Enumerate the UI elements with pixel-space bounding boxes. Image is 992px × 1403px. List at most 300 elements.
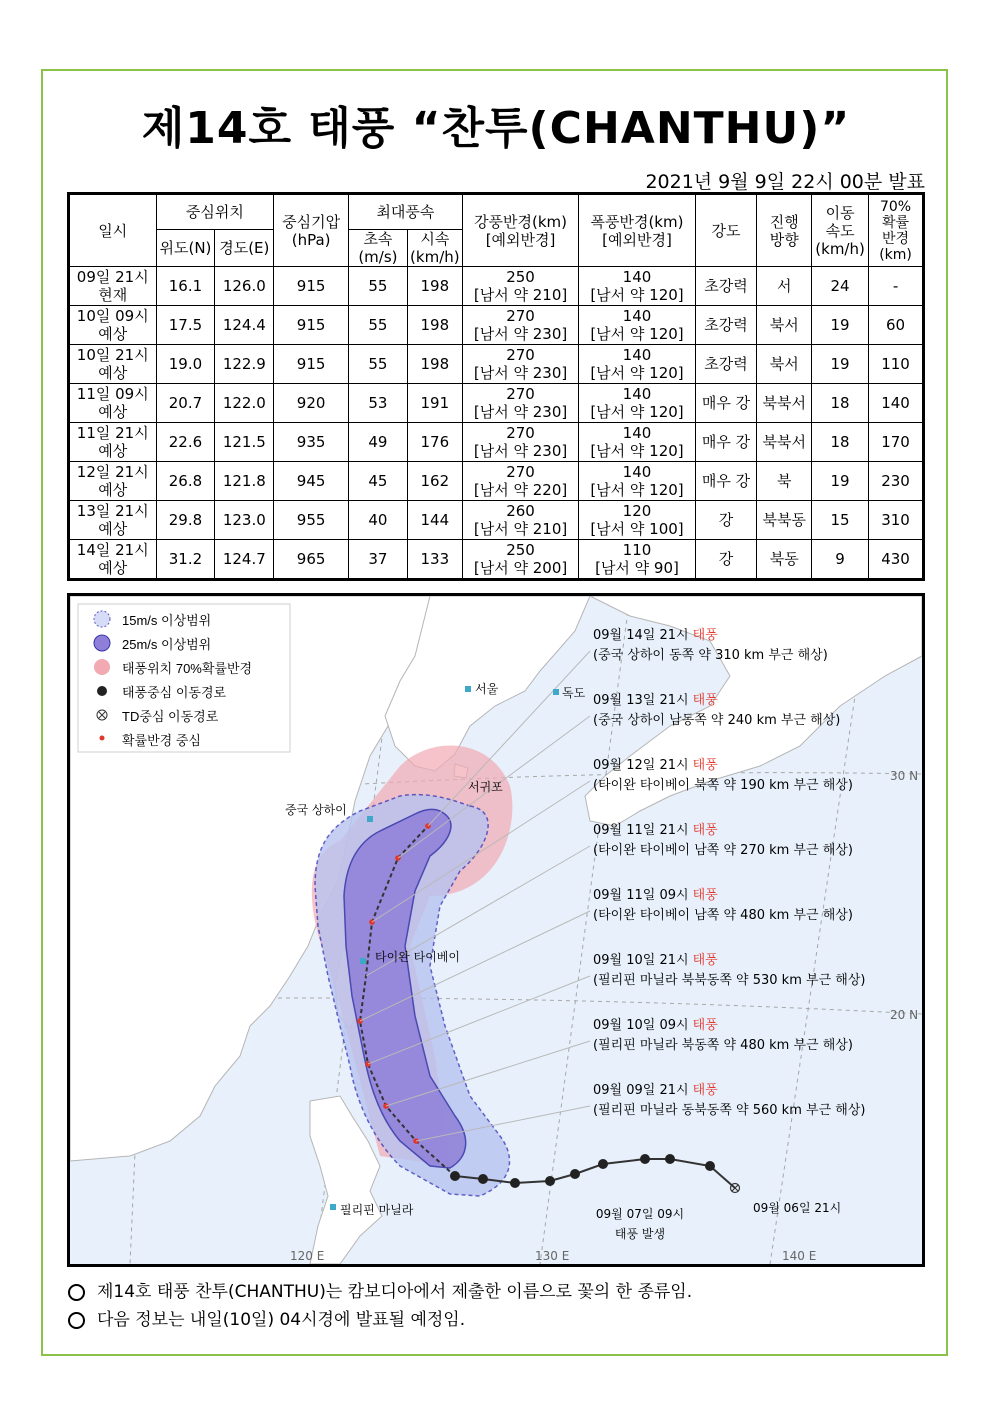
time-cell: [69, 462, 157, 501]
lon-cell: [215, 501, 274, 540]
time-cell: [69, 384, 157, 423]
gale-cell-sub: [남서 약 230]: [473, 364, 568, 382]
storm-cell-sub: [남서 약 120]: [590, 403, 684, 421]
callout-desc: (타이완 타이베이 북쪽 약 190 km 부근 해상): [593, 778, 853, 793]
lon-cell: [215, 306, 274, 345]
prob-cell: [869, 462, 924, 501]
callout-title: [593, 886, 853, 906]
pressure-cell-value: 935: [296, 433, 326, 451]
direction-cell-value: 북북서: [762, 394, 806, 412]
table-row: [69, 462, 924, 501]
circle-bullet-icon: [68, 1312, 85, 1329]
lon-cell-value: 124.7: [222, 550, 266, 568]
time-cell-value: 11일 09시: [76, 385, 149, 403]
prob-cell: [869, 345, 924, 384]
speed-cell-value: 19: [830, 355, 850, 373]
td-start-time: 09월 06일 21시: [753, 1201, 842, 1215]
callout-title: [593, 1016, 853, 1036]
gale-cell-value: 270: [506, 307, 535, 325]
lat-cell: [156, 501, 215, 540]
kmh-cell-value: 191: [420, 394, 450, 412]
direction-cell: [757, 306, 812, 345]
lon-cell-value: 122.9: [222, 355, 266, 373]
callout-typhoon-word: 태풍: [692, 1018, 718, 1033]
callout-desc: (타이완 타이베이 남쪽 약 480 km 부근 해상): [593, 908, 853, 923]
speed-cell-value: 18: [830, 394, 850, 412]
gale-cell-value: 270: [506, 463, 535, 481]
lat-cell: [156, 345, 215, 384]
storm-cell-sub: [남서 약 120]: [590, 325, 684, 343]
lon-cell-value: 124.4: [222, 316, 266, 334]
pressure-cell: [274, 345, 349, 384]
time-cell-sub: 예상: [98, 559, 128, 577]
direction-cell-value: 북동: [769, 550, 799, 568]
kmh-cell-value: 198: [420, 277, 450, 295]
time-cell-sub: 예상: [98, 520, 128, 538]
forecast-rows: [69, 267, 924, 580]
lon-cell: [215, 540, 274, 580]
table-row: [69, 345, 924, 384]
callout-desc: (타이완 타이베이 남쪽 약 270 km 부근 해상): [593, 843, 853, 858]
legend-label: 15m/s 이상범위: [122, 613, 212, 628]
storm-cell-value: 140: [622, 424, 652, 442]
speed-cell-value: 19: [830, 472, 850, 490]
typhoon-symbol-icon: [478, 1174, 488, 1184]
kmh-cell: [407, 501, 462, 540]
ms-cell: [349, 345, 408, 384]
storm-cell-value: 140: [622, 307, 652, 325]
callout-desc: (필리핀 마닐라 동북동쪽 약 560 km 부근 해상): [593, 1103, 866, 1118]
place-seogwipo: 서귀포: [468, 780, 503, 794]
speed-cell-value: 9: [835, 550, 845, 568]
circle-bullet-icon: [68, 1284, 85, 1301]
intensity-cell-value: 강: [718, 511, 734, 529]
header-max-wind: 최대풍속: [349, 194, 463, 230]
intensity-cell: [695, 501, 757, 540]
direction-cell-value: 서: [776, 277, 792, 295]
time-cell: [69, 423, 157, 462]
typhoon-symbol-icon: [640, 1154, 650, 1164]
time-cell-sub: 예상: [98, 325, 128, 343]
callout-typhoon-word: 태풍: [692, 758, 718, 773]
legend-label: 태풍중심 이동경로: [122, 685, 227, 700]
place-manila: 필리핀 마닐라: [340, 1203, 414, 1217]
prob-cell-value: 110: [881, 355, 910, 373]
time-cell-value: 10일 21시: [76, 346, 149, 364]
note-text: 제14호 태풍 찬투(CHANTHU)는 캄보디아에서 제출한 이름으로 꽃의 한 종류임.: [97, 1282, 693, 1302]
prob-cell: [869, 501, 924, 540]
time-cell-sub: 예상: [98, 364, 128, 382]
direction-cell: [757, 540, 812, 580]
typhoon-symbol-icon: [450, 1171, 460, 1181]
gale-cell-value: 270: [506, 346, 535, 364]
gale-cell: [462, 345, 578, 384]
lat-cell: [156, 384, 215, 423]
callout-desc: (중국 상하이 동쪽 약 310 km 부근 해상): [593, 648, 828, 663]
prob-cell-value: 170: [881, 433, 910, 451]
typhoon-symbol-icon: [545, 1176, 555, 1186]
table-row: [69, 540, 924, 580]
storm-cell: [579, 423, 695, 462]
time-cell-sub: 예상: [98, 481, 128, 499]
place-dokdo: 독도: [562, 686, 586, 700]
gale-cell-sub: [남서 약 230]: [473, 325, 568, 343]
callout-title: [593, 821, 853, 841]
kmh-cell: [407, 345, 462, 384]
speed-cell: [812, 501, 869, 540]
ms-cell-value: 45: [368, 472, 388, 490]
direction-cell: [757, 501, 812, 540]
lat-label-20n: 20 N: [890, 1008, 919, 1022]
direction-cell: [757, 423, 812, 462]
table-row: [69, 501, 924, 540]
prob-cell-value: 230: [881, 472, 910, 490]
gale-cell-value: 260: [506, 502, 535, 520]
intensity-cell-value: 초강력: [704, 277, 748, 295]
callout: [593, 756, 853, 796]
gale-cell-value: 250: [506, 541, 535, 559]
callout: [593, 691, 840, 731]
lat-cell: [156, 540, 215, 580]
purple-circle-icon: [94, 635, 110, 651]
lat-cell: [156, 306, 215, 345]
pressure-cell-value: 955: [296, 511, 326, 529]
pressure-cell-value: 915: [296, 277, 326, 295]
intensity-cell: [695, 345, 757, 384]
kmh-cell-value: 162: [420, 472, 450, 490]
time-cell-value: 12일 21시: [76, 463, 149, 481]
storm-cell-value: 140: [622, 385, 652, 403]
callout-typhoon-word: 태풍: [692, 823, 718, 838]
intensity-cell: [695, 306, 757, 345]
gale-cell-value: 250: [506, 268, 535, 286]
callout-title: [593, 756, 853, 776]
gale-cell: [462, 306, 578, 345]
intensity-cell: [695, 462, 757, 501]
time-cell-value: 13일 21시: [76, 502, 149, 520]
kmh-cell: [407, 384, 462, 423]
pressure-cell-value: 915: [296, 355, 326, 373]
header-lat: 위도(N): [156, 230, 215, 267]
callout-time: 09월 09일 21시: [593, 1083, 689, 1098]
callout: [593, 886, 853, 926]
pressure-cell: [274, 306, 349, 345]
lat-label-30n: 30 N: [890, 769, 919, 783]
intensity-cell: [695, 423, 757, 462]
genesis-time: 09월 07일 09시: [595, 1207, 685, 1221]
direction-cell-value: 북북서: [762, 433, 806, 451]
storm-cell: [579, 306, 695, 345]
table-row: [69, 267, 924, 306]
direction-cell-value: 북: [776, 472, 792, 490]
pressure-cell: [274, 423, 349, 462]
direction-cell: [757, 267, 812, 306]
lat-cell-value: 17.5: [168, 316, 203, 334]
place-shanghai: 중국 상하이: [285, 803, 347, 817]
gale-cell: [462, 462, 578, 501]
intensity-cell-value: 매우 강: [701, 394, 751, 412]
header-direction: 진행 방향: [757, 194, 812, 267]
header-prob-radius: 70% 확률 반경 (km): [869, 194, 924, 267]
kmh-cell-value: 198: [420, 355, 450, 373]
pressure-cell-value: 915: [296, 316, 326, 334]
time-cell: [69, 267, 157, 306]
gale-cell-sub: [남서 약 210]: [473, 520, 568, 538]
direction-cell-value: 북서: [769, 316, 799, 334]
time-cell: [69, 501, 157, 540]
kmh-cell-value: 133: [420, 550, 450, 568]
gale-cell-value: 270: [506, 385, 535, 403]
kmh-cell-value: 198: [420, 316, 450, 334]
lon-cell: [215, 384, 274, 423]
typhoon-symbol-icon: [570, 1169, 580, 1179]
ms-cell: [349, 501, 408, 540]
speed-cell: [812, 540, 869, 580]
lat-cell: [156, 462, 215, 501]
lon-cell: [215, 345, 274, 384]
intensity-cell: [695, 540, 757, 580]
lat-cell-value: 26.8: [168, 472, 203, 490]
direction-cell-value: 북북동: [762, 511, 806, 529]
speed-cell: [812, 423, 869, 462]
kmh-cell: [407, 267, 462, 306]
lon-cell-value: 121.8: [222, 472, 266, 490]
lon-cell-value: 121.5: [222, 433, 266, 451]
callout: [593, 1016, 853, 1056]
ms-cell-value: 37: [368, 550, 388, 568]
storm-cell: [579, 267, 695, 306]
header-storm-radius: 폭풍반경(km) [예외반경]: [579, 194, 695, 267]
gale-cell: [462, 540, 578, 580]
lon-cell: [215, 462, 274, 501]
intensity-cell-value: 강: [718, 550, 734, 568]
dashed-circle-icon: [94, 611, 110, 627]
callout: [593, 1081, 865, 1121]
prob-cell: [869, 306, 924, 345]
gale-cell: [462, 267, 578, 306]
header-lon: 경도(E): [215, 230, 274, 267]
gale-cell: [462, 423, 578, 462]
pressure-cell-value: 945: [296, 472, 326, 490]
pink-circle-icon: [94, 659, 110, 675]
kmh-cell-value: 144: [420, 511, 450, 529]
kmh-cell: [407, 306, 462, 345]
lat-cell: [156, 267, 215, 306]
callout: [593, 821, 853, 861]
lon-cell: [215, 267, 274, 306]
lat-cell-value: 16.1: [168, 277, 203, 295]
time-cell-value: 11일 21시: [76, 424, 149, 442]
ms-cell-value: 49: [368, 433, 388, 451]
callout-typhoon-word: 태풍: [692, 628, 718, 643]
storm-cell: [579, 462, 695, 501]
lat-cell: [156, 423, 215, 462]
gale-cell-value: 270: [506, 424, 535, 442]
callout-typhoon-word: 태풍: [692, 693, 718, 708]
typhoon-symbol-icon: [598, 1159, 608, 1169]
callout: [593, 951, 865, 991]
intensity-cell: [695, 267, 757, 306]
pressure-cell: [274, 462, 349, 501]
note-text: 다음 정보는 내일(10일) 04시경에 발표될 예정임.: [97, 1310, 466, 1330]
direction-cell: [757, 345, 812, 384]
kmh-cell: [407, 462, 462, 501]
lat-cell-value: 29.8: [168, 511, 203, 529]
typhoon-symbol-icon: [705, 1161, 715, 1171]
pressure-cell: [274, 540, 349, 580]
gale-cell: [462, 384, 578, 423]
issued-time: 2021년 9월 9일 22시 00분 발표: [645, 171, 925, 193]
speed-cell: [812, 462, 869, 501]
storm-cell-value: 140: [622, 346, 652, 364]
table-row: [69, 423, 924, 462]
prob-cell: [869, 540, 924, 580]
callout-title: [593, 1081, 865, 1101]
time-cell-sub: 예상: [98, 442, 128, 460]
intensity-cell: [695, 384, 757, 423]
time-cell-sub: 현재: [98, 286, 128, 304]
ms-cell: [349, 540, 408, 580]
lat-cell-value: 22.6: [168, 433, 203, 451]
lon-label-120e: 120 E: [290, 1249, 325, 1263]
speed-cell: [812, 267, 869, 306]
ms-cell-value: 55: [368, 316, 388, 334]
ms-cell: [349, 267, 408, 306]
intensity-cell-value: 초강력: [704, 316, 748, 334]
prob-cell-value: 310: [881, 511, 910, 529]
pressure-cell: [274, 501, 349, 540]
lon-cell-value: 126.0: [222, 277, 266, 295]
speed-cell: [812, 306, 869, 345]
pressure-cell-value: 920: [296, 394, 326, 412]
red-dot-icon: [100, 736, 105, 741]
gale-cell-sub: [남서 약 230]: [473, 442, 568, 460]
pressure-cell: [274, 384, 349, 423]
prob-cell-value: 430: [881, 550, 910, 568]
typhoon-symbol-icon: [97, 686, 107, 696]
storm-cell-sub: [남서 약 120]: [590, 286, 684, 304]
callout-title: [593, 951, 865, 971]
callout-typhoon-word: 태풍: [692, 888, 718, 903]
callout-desc: (필리핀 마닐라 북동쪽 약 480 km 부근 해상): [593, 1038, 853, 1053]
storm-cell-value: 140: [622, 463, 652, 481]
notes: [68, 1278, 692, 1334]
storm-cell-sub: [남서 약 120]: [590, 481, 684, 499]
ms-cell-value: 55: [368, 277, 388, 295]
storm-cell-value: 110: [622, 541, 652, 559]
storm-cell-sub: [남서 약 120]: [590, 364, 684, 382]
lon-label-140e: 140 E: [782, 1249, 817, 1263]
typhoon-symbol-icon: [665, 1154, 675, 1164]
lat-cell-value: 20.7: [168, 394, 203, 412]
prob-cell: [869, 423, 924, 462]
speed-cell-value: 19: [830, 316, 850, 334]
prob-cell-value: 140: [881, 394, 910, 412]
time-cell-value: 14일 21시: [76, 541, 149, 559]
gale-cell-sub: [남서 약 220]: [473, 481, 568, 499]
storm-cell-value: 120: [622, 502, 652, 520]
pressure-cell-value: 965: [296, 550, 326, 568]
callout-time: 09월 10일 09시: [593, 1018, 689, 1033]
legend-label: 태풍위치 70%확률반경: [122, 661, 253, 676]
header-gale-radius: 강풍반경(km) [예외반경]: [462, 194, 578, 267]
header-kmh: 시속 (km/h): [407, 230, 462, 267]
prob-cell-value: -: [892, 277, 899, 295]
ms-cell-value: 53: [368, 394, 388, 412]
prob-cell: [869, 384, 924, 423]
pressure-cell: [274, 267, 349, 306]
gale-cell: [462, 501, 578, 540]
storm-cell: [579, 501, 695, 540]
speed-cell-value: 18: [830, 433, 850, 451]
lon-cell-value: 123.0: [222, 511, 266, 529]
ms-cell-value: 40: [368, 511, 388, 529]
time-cell-value: 09일 21시: [76, 268, 149, 286]
kmh-cell: [407, 540, 462, 580]
ms-cell-value: 55: [368, 355, 388, 373]
time-cell-value: 10일 09시: [76, 307, 149, 325]
place-seoul: 서울: [475, 682, 499, 696]
time-cell: [69, 540, 157, 580]
kmh-cell: [407, 423, 462, 462]
time-cell: [69, 345, 157, 384]
header-speed: 이동 속도 (km/h): [812, 194, 869, 267]
genesis-note: [585, 1204, 695, 1244]
callout-time: 09월 10일 21시: [593, 953, 689, 968]
callout-time: 09월 11일 09시: [593, 888, 689, 903]
callout: [593, 626, 828, 666]
legend-labels: [122, 609, 252, 753]
header-center-position: 중심위치: [156, 194, 274, 230]
lon-cell-value: 122.0: [222, 394, 266, 412]
time-cell: [69, 306, 157, 345]
storm-cell-sub: [남서 약 100]: [590, 520, 684, 538]
storm-cell-sub: [남서 약 120]: [590, 442, 684, 460]
callout-desc: (중국 상하이 남동쪽 약 240 km 부근 해상): [593, 713, 841, 728]
prob-cell-value: 60: [885, 316, 906, 334]
storm-cell: [579, 540, 695, 580]
place-taipei: 타이완 타이베이: [375, 950, 460, 964]
table-row: [69, 384, 924, 423]
legend-label: 25m/s 이상범위: [122, 637, 212, 652]
storm-cell-value: 140: [622, 268, 652, 286]
callout-typhoon-word: 태풍: [692, 953, 718, 968]
header-ms: 초속 (m/s): [349, 230, 408, 267]
legend-label: TD중심 이동경로: [122, 709, 219, 724]
ms-cell: [349, 306, 408, 345]
ms-cell: [349, 384, 408, 423]
legend-label: 확률반경 중심: [122, 733, 201, 748]
speed-cell-value: 15: [830, 511, 850, 529]
callout-time: 09월 13일 21시: [593, 693, 689, 708]
ms-cell: [349, 462, 408, 501]
typhoon-symbol-icon: [510, 1178, 520, 1188]
storm-cell: [579, 345, 695, 384]
callout-time: 09월 11일 21시: [593, 823, 689, 838]
gale-cell-sub: [남서 약 200]: [473, 559, 568, 577]
intensity-cell-value: 매우 강: [701, 472, 751, 490]
kmh-cell-value: 176: [420, 433, 450, 451]
track-map: [67, 593, 925, 1267]
intensity-cell-value: 매우 강: [701, 433, 751, 451]
speed-cell-value: 24: [830, 277, 850, 295]
note-item: [68, 1306, 692, 1334]
genesis-label: 태풍 발생: [614, 1227, 666, 1241]
lat-cell-value: 31.2: [168, 550, 203, 568]
header-datetime: 일시: [69, 194, 157, 267]
speed-cell: [812, 345, 869, 384]
lat-cell-value: 19.0: [168, 355, 203, 373]
